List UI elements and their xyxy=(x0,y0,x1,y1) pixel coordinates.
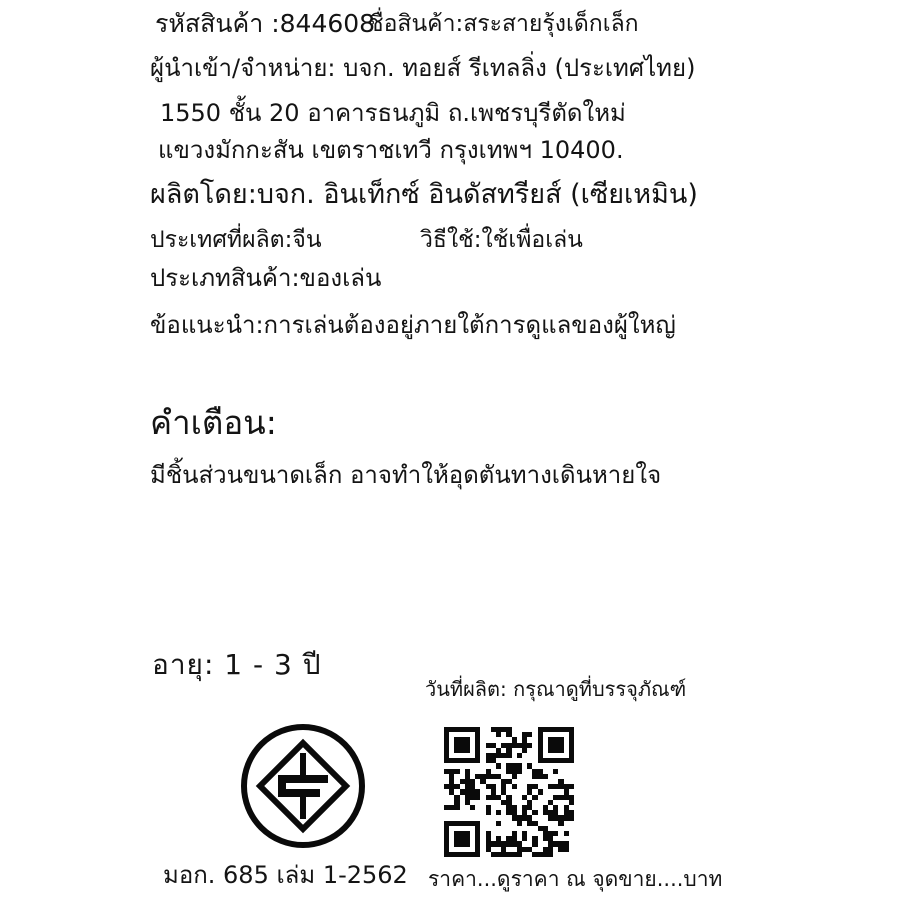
importer-distributor-text: ผู้นำเข้า/จำหน่าย: บจก. ทอยส์ รีเทลลิ่ง (ประเทศไทย) xyxy=(150,54,696,82)
manufacture-date-text: วันที่ผลิต: กรุณาดูที่บรรจุภัณฑ์ xyxy=(425,677,687,701)
warning-heading: คำเตือน: xyxy=(150,403,277,442)
qr-code-icon xyxy=(444,727,574,857)
tis-standard-caption: มอก. 685 เล่ม 1-2562 xyxy=(163,861,408,889)
product-category-text: ประเภทสินค้า:ของเล่น xyxy=(150,264,382,292)
country-of-origin-text: ประเทศที่ผลิต:จีน xyxy=(150,227,322,253)
address-line-1-text: 1550 ชั้น 20 อาคารธนภูมิ ถ.เพชรบุรีตัดใหม่ xyxy=(160,99,626,127)
age-range-text: อายุ: 1 - 3 ปี xyxy=(152,648,322,681)
price-note-text: ราคา...ดูราคา ณ จุดขาย....บาท xyxy=(428,867,723,891)
address-line-2-text: แขวงมักกะสัน เขตราชเทวี กรุงเทพฯ 10400. xyxy=(158,136,624,164)
warning-body-text: มีชิ้นส่วนขนาดเล็ก อาจทำให้อุดตันทางเดินหายใจ xyxy=(150,461,662,489)
product-name-text: ชื่อสินค้า:สระสายรุ้งเด็กเล็ก xyxy=(368,11,639,37)
manufacturer-text: ผลิตโดย:บจก. อินเท็กซ์ อินดัสทรียส์ (เซียเหมิน) xyxy=(150,179,698,210)
tis-standard-mark-icon xyxy=(240,723,366,849)
product-code-text: รหัสสินค้า :844608 xyxy=(155,9,376,38)
advice-text: ข้อแนะนำ:การเล่นต้องอยู่ภายใต้การดูแลของผู้ใหญ่ xyxy=(150,311,676,339)
usage-instructions-text: วิธีใช้:ใช้เพื่อเล่น xyxy=(420,227,583,253)
